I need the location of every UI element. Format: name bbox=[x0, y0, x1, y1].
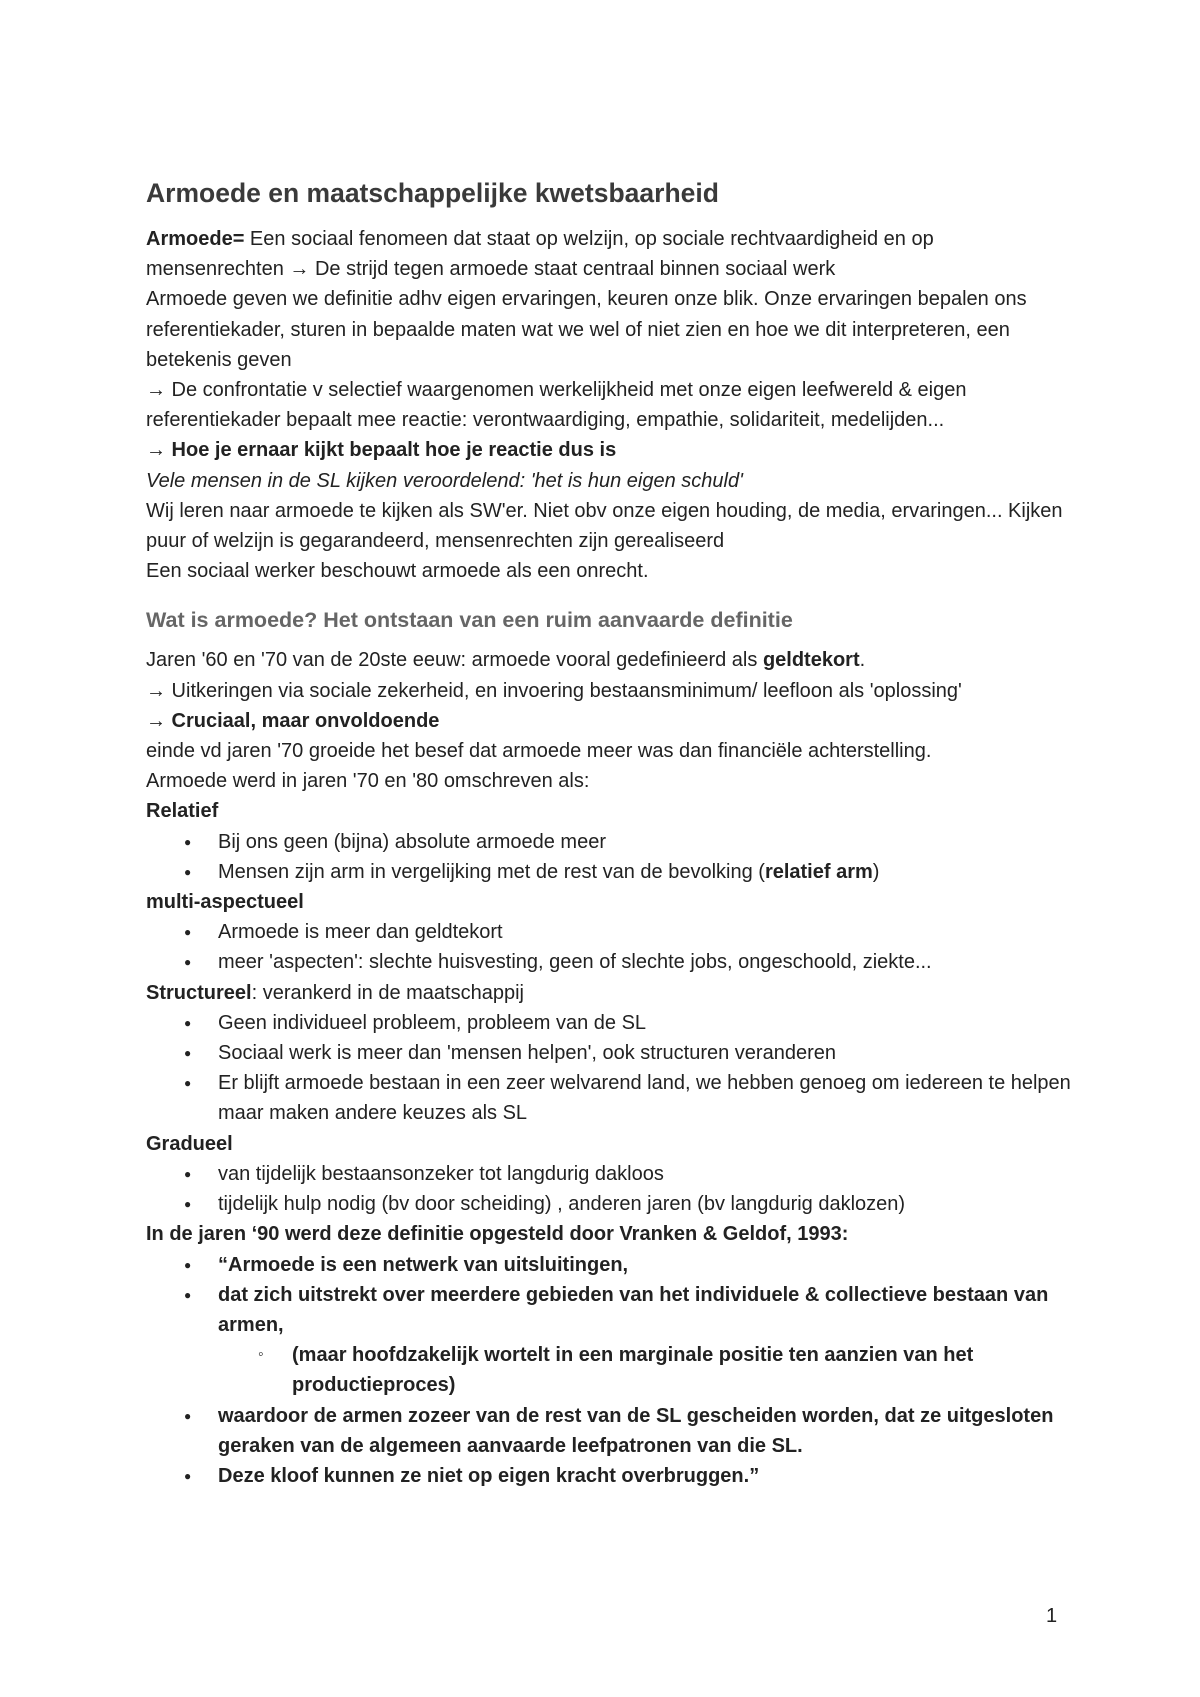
relatief-list bbox=[146, 827, 1076, 887]
list-item: ● dat zich uitstrekt over meerdere gebieden van het individuele & collectieve bestaan van armen, bbox=[146, 1280, 1076, 1340]
intro-paragraph-2: Armoede geven we definitie adhv eigen ervaringen, keuren onze blik. Onze ervaringen bepalen ons referentiekader, sturen in bepaalde maten wat we wel of niet zien en hoe we dit interpreteren, een betekenis geven bbox=[146, 288, 1027, 371]
intro-quote: Vele mensen in de SL kijken veroordelend: 'het is hun eigen schuld' bbox=[146, 469, 743, 492]
list-item: ● Sociaal werk is meer dan 'mensen helpen', ook structuren veranderen bbox=[146, 1038, 1076, 1068]
list-item: ◦ (maar hoofdzakelijk wortelt in een marginale positie ten aanzien van het productieproces) bbox=[146, 1340, 1076, 1400]
list-item-text: Mensen zijn arm in vergelijking met de rest van de bevolking ( bbox=[218, 860, 765, 883]
history-line-1-text: Jaren '60 en '70 van de 20ste eeuw: armoede vooral gedefinieerd als bbox=[146, 649, 763, 672]
history-line-1-end: . bbox=[859, 649, 866, 672]
structureel-list bbox=[146, 1008, 1076, 1129]
history-line-5: Armoede werd in jaren '70 en '80 omschreven als: bbox=[146, 770, 590, 793]
gradueel-list bbox=[146, 1159, 1076, 1219]
intro-definition-text: Een sociaal fenomeen dat staat op welzijn, op sociale rechtvaardigheid en op mensenrechten → De strijd tegen armoede staat centraal binnen sociaal werk bbox=[146, 228, 934, 281]
section-heading: Wat is armoede? Het ontstaan van een ruim aanvaarde definitie bbox=[146, 608, 793, 633]
list-item bbox=[146, 857, 1076, 887]
intro-paragraph-3: → De confrontatie v selectief waargenomen werkelijkheid met onze eigen leefwereld & eigen referentiekader bepaalt mee reactie: verontwaardiging, empathie, solidariteit, medelijden... bbox=[146, 379, 967, 432]
history-line-4: einde vd jaren '70 groeide het besef dat armoede meer was dan financiële achterstelling. bbox=[146, 740, 932, 763]
page-content bbox=[146, 174, 1076, 1491]
definition-list bbox=[146, 1250, 1076, 1341]
list-item: ● “Armoede is een netwerk van uitsluitingen, bbox=[146, 1250, 1076, 1280]
page-title: Armoede en maatschappelijke kwetsbaarheid bbox=[146, 178, 719, 208]
list-item: ● Geen individueel probleem, probleem van de SL bbox=[146, 1008, 1076, 1038]
gradueel-label: Gradueel bbox=[146, 1132, 233, 1155]
list-item: ● Armoede is meer dan geldtekort bbox=[146, 917, 1076, 947]
list-item: ● Er blijft armoede bestaan in een zeer welvarend land, we hebben genoeg om iedereen te helpen maar maken andere keuzes als SL bbox=[146, 1068, 1076, 1128]
definition-sub-list bbox=[146, 1340, 1076, 1400]
multi-aspectueel-label: multi-aspectueel bbox=[146, 891, 304, 914]
intro-paragraph-6: Wij leren naar armoede te kijken als SW'er. Niet obv onze eigen houding, de media, ervaringen... Kijken puur of welzijn is gegarandeerd, mensenrechten zijn gerealiseerd bbox=[146, 499, 1063, 553]
definition-intro: In de jaren ‘90 werd deze definitie opgesteld door Vranken & Geldof, 1993: bbox=[146, 1223, 849, 1246]
list-item: ● van tijdelijk bestaansonzeker tot langdurig dakloos bbox=[146, 1159, 1076, 1189]
history-line-2: → Uitkeringen via sociale zekerheid, en invoering bestaansminimum/ leefloon als 'oplossing' bbox=[146, 679, 962, 702]
list-item: ● waardoor de armen zozeer van de rest van de SL gescheiden worden, dat ze uitgesloten geraken van de algemeen aanvaarde leefpatronen van die SL. bbox=[146, 1401, 1076, 1461]
list-item: ● Bij ons geen (bijna) absolute armoede meer bbox=[146, 827, 1076, 857]
relatief-label: Relatief bbox=[146, 800, 219, 823]
page-number: 1 bbox=[1046, 1605, 1058, 1627]
relatief-arm-term: relatief arm bbox=[764, 860, 873, 883]
definition-list-continued bbox=[146, 1401, 1076, 1492]
intro-key-point: → Hoe je ernaar kijkt bepaalt hoe je reactie dus is bbox=[146, 439, 617, 462]
structureel-label: Structureel bbox=[146, 981, 252, 1004]
list-item: ● meer 'aspecten': slechte huisvesting, geen of slechte jobs, ongeschoold, ziekte... bbox=[146, 947, 1076, 977]
geldtekort-term: geldtekort bbox=[762, 649, 860, 672]
list-item-end: ) bbox=[872, 860, 880, 883]
history-line-3: → Cruciaal, maar onvoldoende bbox=[146, 709, 440, 732]
intro-definition bbox=[146, 224, 1076, 284]
intro-paragraph-7: Een sociaal werker beschouwt armoede als een onrecht. bbox=[146, 560, 649, 583]
multi-aspectueel-list bbox=[146, 917, 1076, 977]
armoede-term: Armoede= bbox=[146, 228, 245, 250]
structureel-text: : verankerd in de maatschappij bbox=[251, 981, 524, 1004]
structureel-line bbox=[146, 978, 1076, 1008]
list-item: ● Deze kloof kunnen ze niet op eigen kracht overbruggen.” bbox=[146, 1461, 1076, 1491]
list-item: ● tijdelijk hulp nodig (bv door scheiding) , anderen jaren (bv langdurig daklozen) bbox=[146, 1189, 1076, 1219]
history-line-1 bbox=[146, 645, 1076, 675]
